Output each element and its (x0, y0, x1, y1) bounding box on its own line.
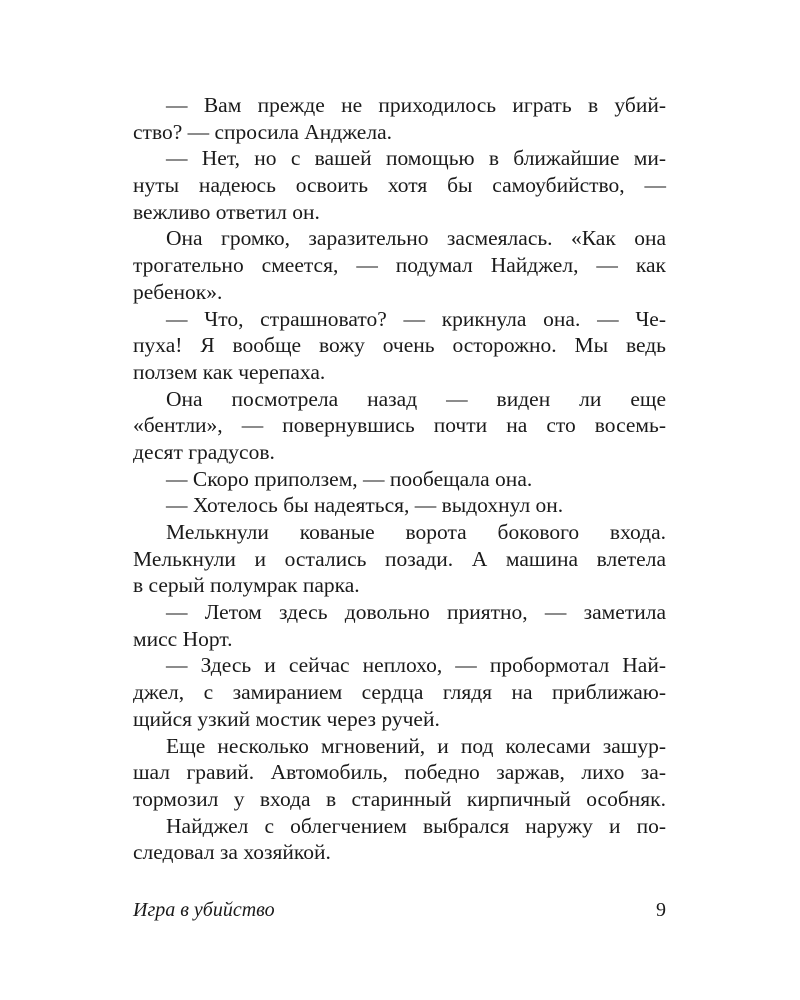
text-line: — Скоро приползем, — пообещала она. (166, 466, 533, 491)
text-line: ползем как черепаха. (133, 359, 326, 384)
text-line: тормозил у входа в старинный кирпичный особняк. (133, 786, 666, 811)
text-line: — Что, страшновато? — крикнула она. — Че- (166, 306, 666, 331)
text-line: ство? — спросила Анджела. (133, 119, 392, 144)
text-line: Мелькнули кованые ворота бокового входа. (166, 520, 666, 544)
text-line: пуха! Я вообще вожу очень осторожно. Мы ведь (133, 333, 666, 358)
text-line: трогательно смеется, — подумал Найджел, — как (133, 253, 666, 278)
text-line: в серый полумрак парка. (133, 573, 360, 598)
text-line: нуты надеюсь освоить хотя бы самоубийство, — (133, 173, 666, 198)
text-line: шал гравий. Автомобиль, победно заржав, лихо за- (133, 760, 666, 785)
running-title: Игра в убийство (133, 899, 275, 921)
text-line: следовал за хозяйкой. (133, 840, 331, 865)
text-line: Она громко, заразительно засмеялась. «Как она (166, 226, 666, 251)
text-line: десят градусов. (133, 439, 275, 464)
text-line: ребенок». (133, 279, 223, 304)
text-line: Она посмотрела назад — виден ли еще (166, 386, 666, 411)
text-line: Найджел с облегчением выбрался наружу и по- (166, 813, 666, 838)
text-line: — Хотелось бы надеяться, — выдохнул он. (166, 493, 564, 518)
text-line: «бентли», — повернувшись почти на сто восемь- (133, 413, 666, 438)
text-line: — Летом здесь довольно приятно, — заметила (166, 600, 666, 625)
page-number: 9 (656, 899, 666, 921)
page-footer (133, 896, 666, 924)
text-line: Мелькнули и остались позади. А машина влетела (133, 546, 666, 571)
text-line: джел, с замиранием сердца глядя на приближаю- (133, 680, 666, 705)
text-line: — Нет, но с вашей помощью в ближайшие ми- (166, 146, 666, 171)
text-line: щийся узкий мостик через ручей. (133, 706, 440, 731)
text-line: вежливо ответил он. (133, 199, 320, 224)
text-line: — Здесь и сейчас неплохо, — пробормотал Най- (166, 653, 666, 678)
text-line: — Вам прежде не приходилось играть в убий- (166, 93, 666, 117)
page-body (133, 92, 666, 866)
text-line: Еще несколько мгновений, и под колесами зашур- (166, 733, 666, 758)
text-line: мисс Норт. (133, 626, 233, 651)
